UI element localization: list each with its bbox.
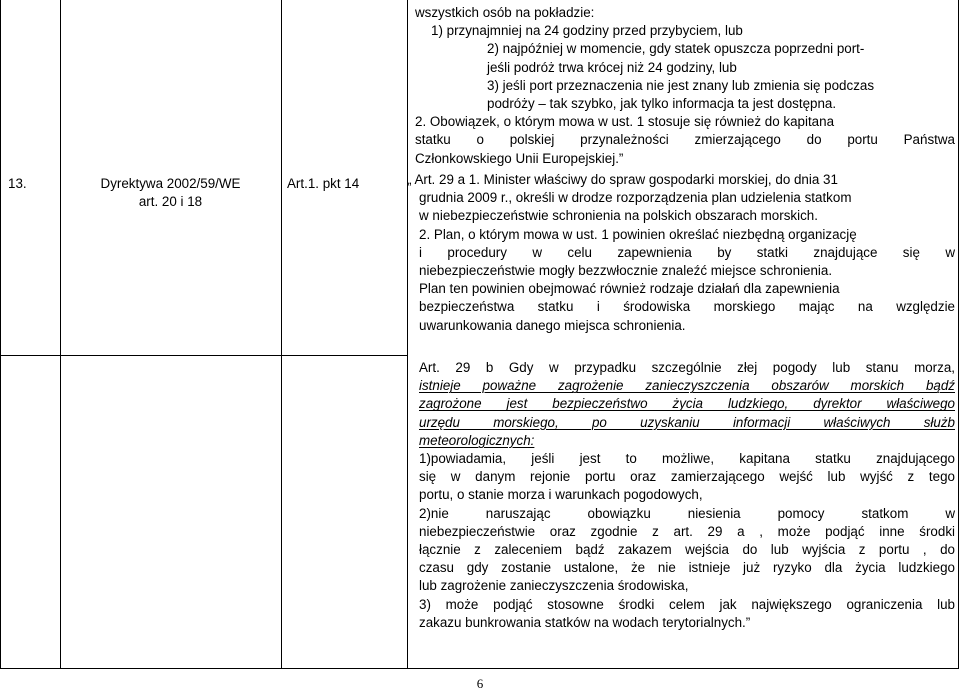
text-line: niebezpieczeństwie mogły bezzwłocznie znaleźć miejsce schronienia.	[419, 263, 833, 279]
article-29a-block	[407, 171, 955, 335]
text-line: statku o polskiej przynależności zmierzającego do portu Państwa	[415, 132, 955, 148]
article-reference	[287, 175, 359, 193]
text-line: zakazu bunkrowania statków na wodach terytorialnych.”	[419, 614, 751, 630]
text-line: lub zagrożenie zanieczyszczenia środowiska,	[419, 578, 689, 594]
source-line-2: art. 20 i 18	[138, 194, 203, 210]
source-directive	[62, 175, 279, 211]
text-line: portu, o stanie morza i warunkach pogodowych,	[419, 487, 703, 503]
text-line: czasu gdy zostanie ustalone, że nie istnieje już ryzyko dla życia ludzkiego	[419, 560, 955, 576]
text-line: bezpieczeństwa statku i środowiska morskiego mając na względzie	[419, 299, 955, 315]
text-line: uwarunkowania danego miejsca schronienia.	[419, 317, 686, 333]
page-number: 6	[476, 676, 484, 691]
source-line-1: Dyrektywa 2002/59/WE	[100, 176, 241, 191]
notification-text-block	[415, 4, 955, 168]
row-number	[8, 175, 27, 193]
text-line: istnieje poważne zagrożenie zanieczyszczenia obszarów morskich bądź	[419, 378, 955, 394]
text-line: 2)nie naruszając obowiązku niesienia pomocy statkom w	[419, 505, 955, 521]
text-line: grudnia 2009 r., określi w drodze rozporządzenia plan udzielenia statkom	[419, 190, 852, 206]
table-border-col1	[60, 0, 61, 669]
row-number-text: 13.	[8, 176, 27, 191]
table-border-left	[0, 0, 1, 669]
text-line: 1)powiadamia, jeśli jest to możliwe, kapitana statku znajdującego	[419, 451, 955, 467]
text-line: „ Art. 29 a 1. Minister właściwy do spraw gospodarki morskiej, do dnia 31	[407, 172, 838, 187]
text-line: 3) może podjąć stosowne środki celem jak największego ograniczenia lub	[419, 596, 955, 612]
text-line: urzędu morskiego, po uzyskaniu informacji właściwych służb	[419, 414, 955, 430]
text-line: 1) przynajmniej na 24 godziny przed przybyciem, lub	[431, 23, 743, 39]
article-reference-text: Art.1. pkt 14	[287, 176, 360, 191]
table-border-row-bottom	[0, 355, 408, 356]
text-line: 3) jeśli port przeznaczenia nie jest znany lub zmienia się podczas	[487, 77, 875, 93]
text-line: 2) najpóźniej w momencie, gdy statek opuszcza poprzedni port-	[487, 41, 865, 57]
text-line: i procedury w celu zapewnienia by statki znajdujące się w	[419, 244, 955, 260]
text-line: 2. Plan, o którym mowa w ust. 1 powinien określać niezbędną organizację	[419, 226, 857, 242]
text-line: wszystkich osób na pokładzie:	[415, 5, 595, 20]
text-line: Plan ten powinien obejmować również rodzaje działań dla zapewnienia	[419, 281, 840, 297]
text-line: 2. Obowiązek, o którym mowa w ust. 1 stosuje się również do kapitana	[415, 114, 835, 130]
article-29b-block	[419, 359, 955, 632]
text-line: się w danym rejonie portu oraz zamierzającego wejść lub wyjść z tego	[419, 469, 955, 485]
text-line: jeśli podróż trwa krócej niż 24 godziny, lub	[487, 59, 737, 75]
text-line: podróży – tak szybko, jak tylko informacja ta jest dostępna.	[487, 96, 837, 112]
text-line: łącznie z zaleceniem bądź zakazem wejścia do lub wyjścia z portu , do	[419, 542, 955, 558]
text-line: zagrożone jest bezpieczeństwo życia ludzkiego, dyrektor właściwego	[419, 396, 955, 412]
text-line: w niebezpieczeństwie schronienia na polskich obszarach morskich.	[419, 208, 818, 224]
table-border-col2	[281, 0, 282, 669]
text-line: meteorologicznych:	[419, 432, 535, 448]
text-line: Art. 29 b Gdy w przypadku szczególnie złej pogody lub stanu morza,	[419, 360, 955, 375]
text-line: niebezpieczeństwie oraz zgodnie z art. 29 a , może podjąć inne środki	[419, 523, 955, 539]
text-line: Członkowskiego Unii Europejskiej.”	[415, 150, 624, 166]
table-border-bottom	[0, 668, 959, 669]
table-border-right	[958, 0, 959, 669]
